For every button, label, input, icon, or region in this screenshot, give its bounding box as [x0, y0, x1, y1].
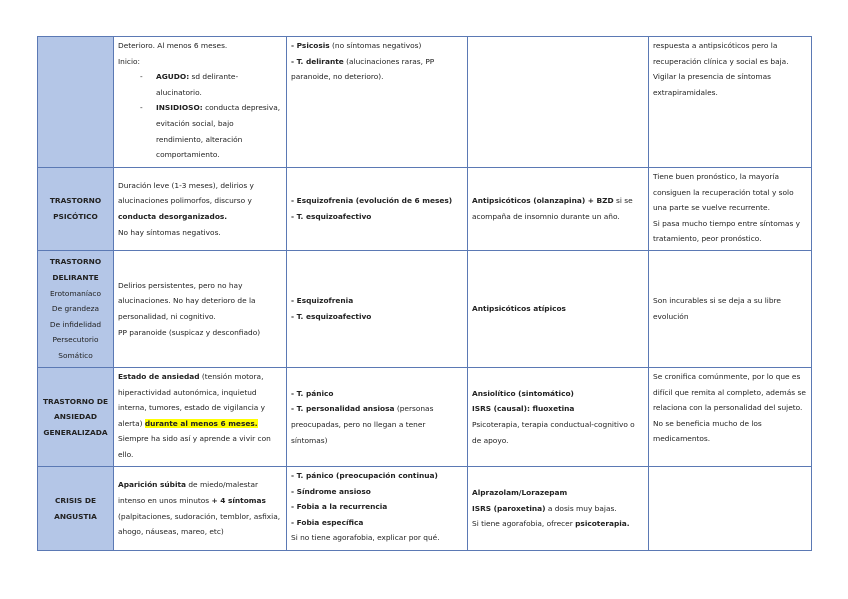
cell-clinical-description: Estado de ansiedad (tensión motora, hiperactividad autonómica, inquietud interna, tumores, estado de vigilancia y alerta) durante al menos 6 meses. Siempre ha sido así y aprende a vivir con ello.: [114, 368, 287, 467]
clinical-table: [37, 36, 812, 551]
cell-clinical-description: Duración leve (1-3 meses), delirios y alucinaciones polimorfos, discurso y conducta desorganizados. No hay síntomas negativos.: [114, 168, 287, 251]
subtype-label: Erotomaníaco: [49, 288, 102, 298]
subtype-label: Somático: [58, 350, 93, 360]
table-row-angustia: [38, 467, 812, 551]
cell-prognosis: Tiene buen pronóstico, la mayoría consiguen la recuperación total y solo una parte se vuelve recurrente. Si pasa mucho tiempo entre síntomas y tratamiento, peor pronóstico.: [649, 168, 812, 251]
cell-treatment: [468, 37, 649, 168]
cell-prognosis: respuesta a antipsicóticos pero la recuperación clínica y social es baja. Vigilar la presencia de síntomas extrapiramidales.: [649, 37, 812, 168]
cell-prognosis: Son incurables si se deja a su libre evolución: [649, 251, 812, 368]
subtype-label: De grandeza: [51, 304, 100, 314]
cell-clinical-description: Delirios persistentes, pero no hay alucinaciones. No hay deterioro de la personalidad, ni cognitivo. PP paranoide (suspicaz y desconfiado): [114, 251, 287, 368]
cell-differential: - T. pánico - T. personalidad ansiosa (personas preocupadas, pero no llegan a tener síntomas): [287, 368, 468, 467]
table-row-psicotico: [38, 168, 812, 251]
cell-treatment: Ansiolítico (sintomático) ISRS (causal): fluoxetina Psicoterapia, terapia conductual-cognitivo o de apoyo.: [468, 368, 649, 467]
cell-clinical-description: Aparición súbita de miedo/malestar intenso en unos minutos + 4 síntomas (palpitaciones, sudoración, temblor, asfixia, ahogo, náuseas, mareo, etc): [114, 467, 287, 551]
cell-differential: - Psicosis (no síntomas negativos) - T. delirante (alucinaciones raras, PP paranoide, no deterioro).: [287, 37, 468, 168]
row-header: TRASTORNO DE ANSIEDAD GENERALIZADA: [38, 368, 114, 467]
table-row-continuation: [38, 37, 812, 168]
cell-treatment: Antipsicóticos (olanzapina) + BZD si se acompaña de insomnio durante un año.: [468, 168, 649, 251]
cell-differential: - T. pánico (preocupación continua) - Síndrome ansioso - Fobia a la recurrencia - Fobia específica Si no tiene agorafobia, explicar por qué.: [287, 467, 468, 551]
cell-differential: - Esquizofrenia - T. esquizoafectivo: [287, 251, 468, 368]
onset-insidious: - INSIDIOSO: conducta depresiva, evitación social, bajo rendimiento, alteración comportamiento.: [156, 100, 282, 162]
row-header: TRASTORNO PSICÓTICO: [38, 168, 114, 251]
onset-list: [118, 69, 282, 163]
table-row-delirante: [38, 251, 812, 368]
table-row-ansiedad: [38, 368, 812, 467]
subtype-label: De infidelidad: [49, 319, 102, 329]
cell-prognosis: [649, 467, 812, 551]
cell-treatment: Antipsicóticos atípicos: [468, 251, 649, 368]
subtype-label: Persecutorio: [52, 335, 99, 345]
row-header-empty: [38, 37, 114, 168]
cell-treatment: Alprazolam/Lorazepam ISRS (paroxetina) a dosis muy bajas. Si tiene agorafobia, ofrecer psicoterapia.: [468, 467, 649, 551]
cell-clinical-description: Deterioro. Al menos 6 meses. Inicio: - AGUDO: sd delirante-alucinatorio. - INSIDIOSO: conducta depresiva, evitación social, bajo rendimiento, alteración comportamiento.: [114, 37, 287, 168]
highlight-duration: durante al menos 6 meses.: [144, 418, 258, 428]
row-header: CRISIS DE ANGUSTIA: [38, 467, 114, 551]
cell-differential: - Esquizofrenia (evolución de 6 meses) - T. esquizoafectivo: [287, 168, 468, 251]
onset-acute: - AGUDO: sd delirante-alucinatorio.: [156, 69, 282, 100]
row-header: TRASTORNO DELIRANTE Erotomaníaco De grandeza De infidelidad Persecutorio Somático: [38, 251, 114, 368]
cell-prognosis: Se cronifica comúnmente, por lo que es difícil que remita al completo, además se relaciona con la personalidad del sujeto. No se beneficia mucho de los medicamentos.: [649, 368, 812, 467]
